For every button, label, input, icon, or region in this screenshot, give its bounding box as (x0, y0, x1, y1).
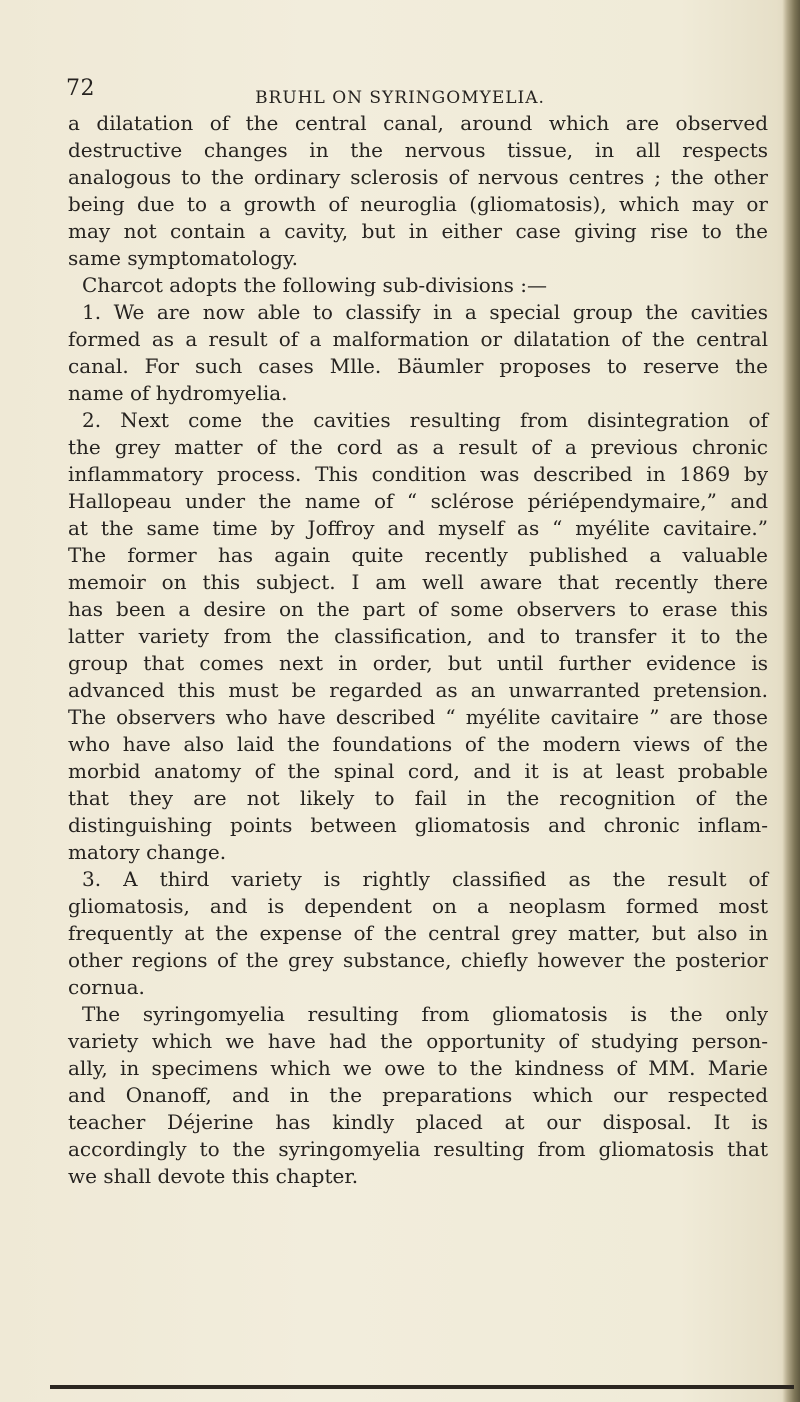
text-line: advanced this must be regarded as an unwarranted pretension. (68, 678, 768, 702)
bottom-rule (50, 1385, 794, 1389)
text-line: cornua. (68, 975, 145, 999)
text-line: distinguishing points between gliomatosis and chronic inflam- (68, 813, 768, 837)
text-line: being due to a growth of neuroglia (gliomatosis), which may or (68, 192, 768, 216)
text-line: accordingly to the syringomyelia resulting from gliomatosis that (68, 1137, 768, 1161)
text-line: memoir on this subject. I am well aware that recently there (68, 570, 768, 594)
text-line: name of hydromyelia. (68, 381, 288, 405)
text-line: canal. For such cases Mlle. Bäumler proposes to reserve the (68, 354, 768, 378)
text-line: that they are not likely to fail in the recognition of the (68, 786, 768, 810)
text-line: has been a desire on the part of some observers to erase this (68, 597, 768, 621)
text-line: may not contain a cavity, but in either case giving rise to the (68, 219, 768, 243)
text-line: 3. A third variety is rightly classified as the result of (82, 867, 768, 891)
text-line: a dilatation of the central canal, around which are observed (68, 111, 768, 135)
text-line: group that comes next in order, but until further evidence is (68, 651, 768, 675)
text-line: The observers who have described “ myélite cavitaire ” are those (68, 705, 768, 729)
text-line: morbid anatomy of the spinal cord, and it is at least probable (68, 759, 768, 783)
running-head: BRUHL ON SYRINGOMYELIA. (255, 88, 545, 108)
body-text (68, 110, 768, 1190)
text-line: Hallopeau under the name of “ sclérose périépendymaire,” and (68, 489, 768, 513)
text-line: 2. Next come the cavities resulting from disintegration of (82, 408, 768, 432)
text-line: frequently at the expense of the central grey matter, but also in (68, 921, 768, 945)
text-line: the grey matter of the cord as a result of a previous chronic (68, 435, 768, 459)
text-line: same symptomatology. (68, 246, 298, 270)
page-edge-shadow (782, 0, 800, 1402)
text-line: ally, in specimens which we owe to the kindness of MM. Marie (68, 1056, 768, 1080)
text-line: inflammatory process. This condition was described in 1869 by (68, 462, 768, 486)
text-line: destructive changes in the nervous tissue, in all respects (68, 138, 768, 162)
text-line: The former has again quite recently published a valuable (68, 543, 768, 567)
text-line: gliomatosis, and is dependent on a neoplasm formed most (68, 894, 768, 918)
text-line: The syringomyelia resulting from gliomatosis is the only (82, 1002, 768, 1026)
text-line: Charcot adopts the following sub-divisions :— (82, 273, 548, 297)
page-number: 72 (66, 76, 95, 101)
text-line: at the same time by Joffroy and myself as “ myélite cavitaire.” (68, 516, 768, 540)
text-line: formed as a result of a malformation or dilatation of the central (68, 327, 768, 351)
text-line: we shall devote this chapter. (68, 1164, 359, 1188)
text-line: teacher Déjerine has kindly placed at our disposal. It is (68, 1110, 768, 1134)
text-line: and Onanoff, and in the preparations which our respected (68, 1083, 768, 1107)
text-line: 1. We are now able to classify in a special group the cavities (82, 300, 768, 324)
text-line: analogous to the ordinary sclerosis of nervous centres ; the other (68, 165, 768, 189)
text-line: matory change. (68, 840, 227, 864)
text-line: variety which we have had the opportunity of studying person- (68, 1029, 768, 1053)
text-line: latter variety from the classification, and to transfer it to the (68, 624, 768, 648)
text-line: other regions of the grey substance, chiefly however the posterior (68, 948, 768, 972)
text-line: who have also laid the foundations of the modern views of the (68, 732, 768, 756)
